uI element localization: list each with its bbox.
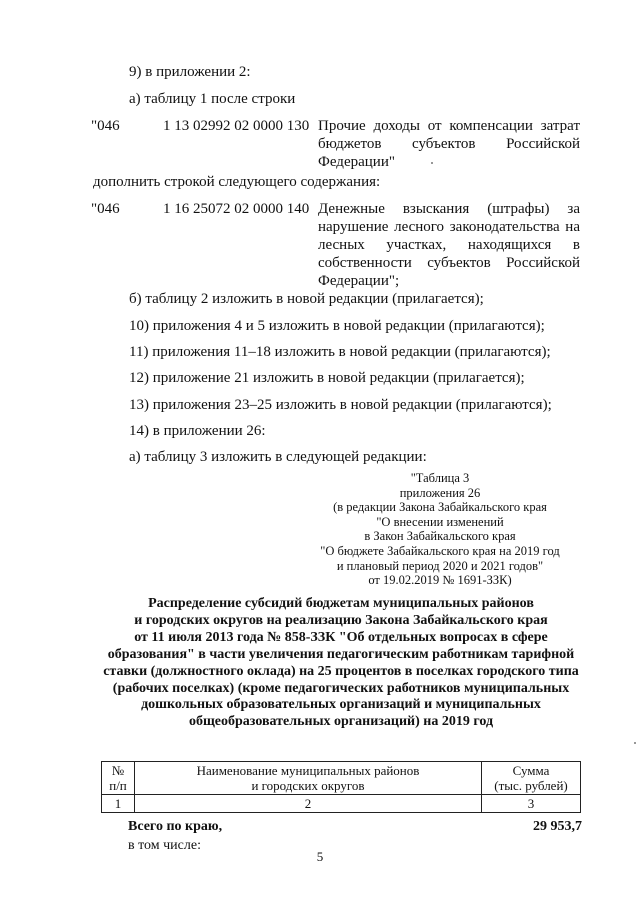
total-value: 29 953,7: [533, 819, 582, 834]
header-text: п/п: [109, 778, 127, 793]
subsidy-table: [101, 761, 581, 813]
column-number-cell: 1: [102, 795, 135, 813]
appendix-line: приложения 26: [399, 485, 481, 500]
description-line: Денежные взыскания (штрафы) за: [318, 201, 580, 217]
scan-speck: [431, 162, 433, 164]
heading-line: Распределение субсидий бюджетам муниципальных районов: [148, 596, 534, 611]
income-description: [318, 200, 580, 290]
header-text: №: [111, 763, 125, 778]
table-row: [102, 795, 581, 813]
item-10: 10) приложения 4 и 5 изложить в новой редакции (прилагаются);: [129, 318, 545, 334]
page-number: 5: [316, 849, 324, 864]
header-text: Сумма: [512, 763, 550, 778]
description-line: нарушение лесного законодательства на: [318, 219, 580, 235]
appendix-line: "Таблица 3: [410, 471, 470, 485]
item-9: 9) в приложении 2:: [129, 64, 251, 80]
heading-line: образования" в части увеличения педагогическим работникам тарифной: [107, 646, 575, 662]
heading-line: и городских округов на реализацию Закона Забайкальского края: [134, 612, 548, 628]
admin-code: "046: [91, 118, 120, 134]
header-sum: [482, 762, 581, 795]
appendix-line: "О внесении изменений: [376, 514, 504, 529]
income-description: [318, 117, 580, 171]
appendix-line: в Закон Забайкальского края: [364, 529, 516, 544]
appendix-line: "О бюджете Забайкальского края на 2019 год: [320, 543, 560, 558]
income-code: 1 13 02992 02 0000 130: [163, 118, 310, 134]
header-text: и городских округов: [251, 778, 365, 793]
description-line: Федерации";: [318, 273, 400, 289]
admin-code: "046: [91, 201, 120, 217]
column-number-cell: 2: [135, 795, 482, 813]
heading-line: от 11 июля 2013 года № 858-ЗЗК "Об отдельных вопросах в сфере: [134, 629, 548, 645]
description-line: собственности субъектов Российской: [318, 255, 580, 271]
header-text: (тыс. рублей): [494, 778, 568, 793]
table-heading: [96, 596, 586, 731]
heading-line: общеобразовательных организаций) на 2019 год: [188, 714, 494, 730]
header-text: Наименование муниципальных районов: [196, 763, 420, 778]
total-label: Всего по краю,: [128, 819, 223, 834]
appendix-line: и плановый период 2020 и 2021 годов": [336, 558, 544, 573]
header-name: [135, 762, 482, 795]
item-12: 12) приложение 21 изложить в новой редакции (прилагается);: [129, 370, 525, 386]
supplement-text: дополнить строкой следующего содержания:: [93, 174, 381, 190]
heading-line: дошкольных образовательных организаций и муниципальных: [141, 697, 541, 713]
item-14: 14) в приложении 26:: [129, 423, 266, 439]
income-code: 1 16 25072 02 0000 140: [163, 201, 310, 217]
including-text: в том числе:: [128, 838, 201, 853]
table-header-row: [102, 762, 581, 795]
description-line: Федерации": [318, 154, 395, 170]
description-line: бюджетов субъектов Российской: [318, 136, 580, 152]
appendix-caption: [290, 471, 590, 588]
appendix-line: (в редакции Закона Забайкальского края: [333, 500, 547, 515]
item-13: 13) приложения 23–25 изложить в новой редакции (прилагаются);: [129, 397, 552, 413]
item-14a: а) таблицу 3 изложить в следующей редакции:: [129, 449, 427, 465]
header-number: [102, 762, 135, 795]
scan-speck: [634, 742, 636, 744]
item-11: 11) приложения 11–18 изложить в новой редакции (прилагаются);: [129, 344, 551, 360]
description-line: лесных участках, находящихся в: [318, 237, 580, 253]
heading-line: ставки (должностного оклада) на 25 процентов в поселках городского типа: [103, 663, 579, 679]
description-line: Прочие доходы от компенсации затрат: [318, 118, 580, 134]
item-9a: а) таблицу 1 после строки: [129, 91, 296, 107]
item-b: б) таблицу 2 изложить в новой редакции (прилагается);: [129, 291, 484, 307]
appendix-line: от 19.02.2019 № 1691-ЗЗК): [368, 573, 512, 588]
column-number-cell: 3: [482, 795, 581, 813]
heading-line: (рабочих поселках) (кроме педагогических работников муниципальных: [112, 680, 570, 696]
